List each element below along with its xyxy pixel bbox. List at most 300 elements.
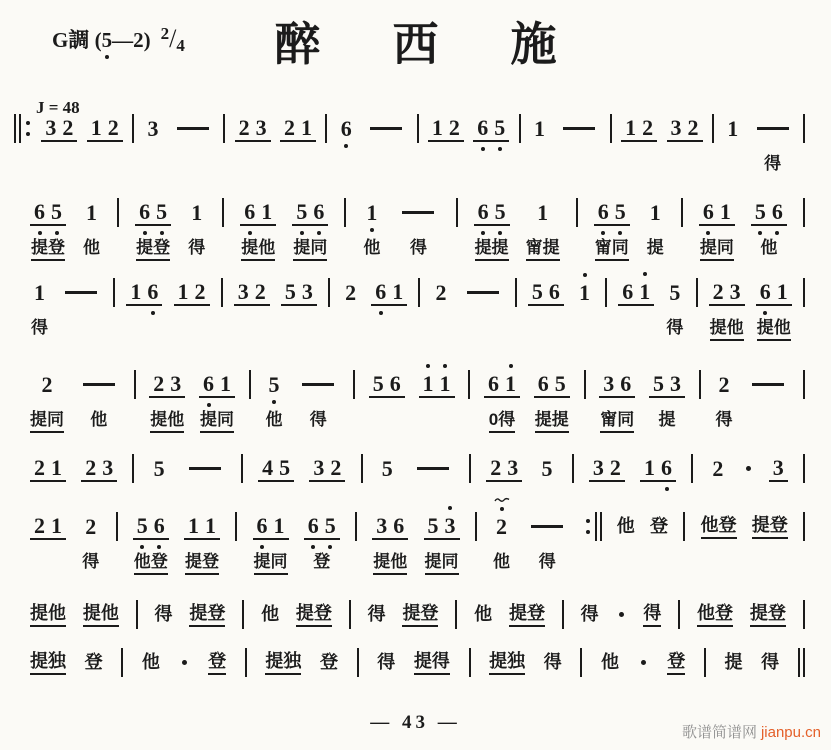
note-row: [87, 112, 123, 144]
note-row: [361, 452, 363, 484]
barline-stroke: [584, 370, 586, 399]
note-row: [528, 276, 564, 308]
note: [617, 371, 634, 396]
note-group: [667, 112, 703, 144]
note-group: [594, 196, 630, 261]
note: [42, 115, 59, 140]
note-row: [456, 196, 458, 228]
syllable-text: 登: [84, 652, 103, 672]
note: [105, 115, 122, 140]
dot-shape: [641, 660, 646, 665]
note-row: [646, 196, 665, 228]
syllable-text: 他: [141, 652, 160, 672]
barline: [704, 646, 706, 678]
note-group: [715, 368, 734, 431]
low-octave-dot: [481, 147, 485, 151]
note: [502, 371, 519, 396]
percussion-syllable: [85, 646, 103, 678]
note-group: [82, 196, 101, 259]
note-group: [30, 510, 66, 542]
beamed-notes: [646, 200, 665, 225]
beamed-notes: [174, 279, 210, 306]
final-barline: [798, 646, 805, 678]
note-row: [418, 276, 420, 308]
beamed-notes: [30, 513, 66, 540]
note-row: [519, 112, 521, 144]
note: [710, 279, 727, 304]
dot-shape: [746, 466, 751, 471]
note-row: [667, 112, 703, 144]
duration-dash: [747, 368, 789, 400]
dash-stroke: [65, 291, 97, 294]
barline-stroke: [704, 648, 706, 677]
barline-stroke: [562, 600, 564, 629]
note-row: [683, 510, 685, 542]
barline-stroke: [121, 648, 123, 677]
note: [235, 279, 252, 304]
note: [534, 200, 551, 225]
note-digit: 2: [254, 278, 266, 304]
music-line: [30, 452, 805, 484]
note-row: [665, 276, 684, 308]
note-row: [199, 368, 235, 400]
note-digit: 2: [687, 114, 699, 140]
note-row: [489, 646, 525, 678]
note: [338, 116, 355, 141]
note-digit: 5: [136, 512, 148, 538]
beamed-notes: [135, 199, 171, 226]
note: [202, 513, 219, 538]
barline-stroke: [691, 454, 693, 483]
beamed-notes: [280, 115, 316, 142]
lyric: 他: [363, 238, 381, 257]
note-row: [696, 276, 698, 308]
note: [576, 280, 593, 305]
note-digit: 6: [537, 370, 549, 396]
note-row: [357, 646, 359, 678]
barline: [222, 196, 224, 228]
barline-stroke: [803, 114, 805, 143]
note-row: [640, 452, 676, 484]
note-digit: 1: [537, 199, 549, 225]
note-digit: 1: [261, 198, 273, 224]
dash-stroke: [177, 127, 209, 130]
barline: [468, 368, 470, 400]
lyric: 他登: [134, 551, 168, 575]
note-digit: 2: [435, 279, 447, 305]
note: [370, 371, 387, 396]
syllable-text: 得: [543, 652, 562, 672]
note-group: [530, 112, 549, 144]
note: [666, 280, 683, 305]
note-digit: 5: [554, 370, 566, 396]
note-digit: 1: [422, 370, 434, 396]
note-row: [253, 510, 289, 542]
beamed-notes: [199, 371, 235, 398]
barline-stroke: [355, 512, 357, 541]
note-digit: 5: [494, 114, 506, 140]
barline: [803, 196, 805, 228]
note-group: [199, 368, 235, 433]
barline: [469, 452, 471, 484]
note-row: [643, 598, 661, 630]
note-digit: 3: [237, 278, 249, 304]
note-row: [584, 510, 602, 542]
beamed-notes: [484, 371, 520, 398]
note: [546, 279, 563, 304]
note-group: [534, 368, 570, 433]
low-octave-dot: [300, 231, 304, 235]
beamed-notes: [640, 455, 676, 482]
note-row: [484, 368, 520, 400]
note: [310, 455, 327, 480]
note-row: [134, 368, 136, 400]
dash-stroke: [370, 127, 402, 130]
beamed-notes: [751, 199, 787, 226]
low-octave-dot: [498, 147, 502, 151]
barline-stroke: [605, 278, 607, 307]
note-row: [304, 510, 340, 542]
note-row: [725, 646, 743, 678]
beamed-notes: [709, 279, 745, 306]
beamed-notes: [38, 372, 57, 397]
barline: [803, 276, 805, 308]
note: [429, 115, 446, 140]
note: [709, 456, 726, 481]
percussion-syllable: [617, 510, 635, 542]
note-row: [30, 276, 49, 308]
note-group: [378, 452, 397, 484]
barline-stroke: [610, 114, 612, 143]
lyric: 0得: [489, 409, 515, 433]
syllable-text: 提登: [752, 513, 788, 539]
barline-stroke: [223, 114, 225, 143]
percussion-syllable: [189, 598, 225, 630]
note-row: [320, 646, 338, 678]
note-digit: 6: [597, 198, 609, 224]
note-row: [701, 510, 737, 542]
note-row: [234, 276, 270, 308]
barline-stroke: [325, 114, 327, 143]
note-digit: 5: [51, 198, 62, 224]
note-row: [419, 368, 455, 400]
barline-stroke: [116, 512, 118, 541]
note: [217, 371, 234, 396]
repeat-dots: [26, 121, 30, 136]
music-line: [30, 598, 805, 630]
note-group: [265, 368, 284, 431]
barline: [121, 646, 123, 678]
note-row: [414, 646, 450, 678]
note: [372, 279, 389, 304]
syllable-text: 登: [320, 652, 338, 672]
beamed-notes: [234, 279, 270, 306]
barline-stroke: [600, 512, 602, 541]
note-digit: 5: [381, 455, 393, 481]
note-row: [709, 276, 745, 308]
beamed-notes: [575, 280, 594, 305]
barline-stroke: [803, 600, 805, 629]
note-digit: 4: [262, 454, 274, 480]
note-row: [462, 276, 504, 308]
lyric: 提他: [710, 317, 744, 341]
note-group: [149, 368, 185, 433]
note-row: [803, 510, 805, 542]
dash-stroke: [467, 291, 499, 294]
note: [590, 455, 607, 480]
note-row: [509, 598, 545, 630]
note-row: [428, 112, 464, 144]
barline-stroke: [468, 370, 470, 399]
note-digit: 5: [494, 198, 506, 224]
dash-stroke: [752, 383, 784, 386]
syllable-text: 得: [643, 601, 661, 627]
meter-slash: /: [169, 24, 177, 53]
low-octave-dot: [317, 231, 321, 235]
note-row: [245, 646, 247, 678]
key-suffix: —2): [112, 28, 151, 52]
dash-stroke: [83, 383, 115, 386]
beamed-notes: [265, 372, 284, 397]
beamed-notes: [533, 200, 552, 225]
note-digit: 3: [301, 278, 313, 304]
note-digit: 5: [296, 198, 308, 224]
lyric: 提他: [150, 409, 184, 433]
note-row: [184, 510, 220, 542]
note: [612, 199, 629, 224]
note-row: [492, 510, 511, 542]
note-group: [30, 196, 66, 261]
note: [639, 115, 656, 140]
barline: [132, 452, 134, 484]
note-row: [752, 112, 794, 144]
note-row: [534, 368, 570, 400]
barline: [803, 112, 805, 144]
note-row: [751, 196, 787, 228]
note: [254, 513, 271, 538]
note: [667, 371, 684, 396]
note-row: [81, 510, 100, 542]
lyric: 提同: [254, 551, 288, 575]
lyric: 得: [764, 154, 782, 173]
barline-stroke: [117, 198, 119, 227]
note-digit: 5: [268, 371, 280, 397]
barline: [325, 112, 327, 144]
note-row: [562, 598, 564, 630]
note: [363, 200, 380, 225]
note-row: [515, 276, 517, 308]
note-row: [699, 368, 701, 400]
note-row: [761, 646, 779, 678]
duration-dash: [365, 112, 407, 144]
percussion-syllable: [701, 510, 737, 542]
note-digit: 6: [340, 115, 352, 141]
percussion-syllable: [368, 598, 386, 630]
syllable-text: 提登: [509, 601, 545, 627]
percussion-syllable: [509, 598, 545, 630]
lyric: 提登: [31, 237, 65, 261]
note-group: [486, 452, 522, 484]
barline-stroke: [572, 454, 574, 483]
note-row: [610, 112, 612, 144]
note: [192, 279, 209, 304]
beamed-notes: [281, 279, 317, 306]
note-group: [30, 368, 64, 433]
note-row: [617, 510, 635, 542]
note: [552, 371, 569, 396]
note-digit: 2: [718, 371, 730, 397]
note-row: [121, 646, 123, 678]
barline: [134, 368, 136, 400]
barline: [681, 196, 683, 228]
note-digit: 6: [771, 198, 783, 224]
note-digit: 6: [548, 278, 560, 304]
note-row: [292, 196, 328, 228]
beamed-notes: [81, 455, 117, 482]
note-row: [240, 196, 276, 228]
beamed-notes: [699, 199, 735, 226]
note: [600, 371, 617, 396]
note: [88, 115, 105, 140]
lyric: 提: [658, 410, 676, 429]
note-digit: 2: [496, 513, 507, 539]
note: [127, 279, 144, 304]
barline-stroke: [245, 648, 247, 677]
note-row: [242, 598, 244, 630]
note-row: [189, 598, 225, 630]
beamed-notes: [258, 455, 294, 482]
duration-dash: [184, 452, 226, 484]
note-group: [81, 510, 100, 573]
beamed-notes: [708, 456, 727, 481]
note-group: [526, 196, 560, 261]
note: [200, 371, 217, 396]
note-row: [469, 646, 471, 678]
note-digit: 5: [324, 512, 336, 538]
beamed-notes: [30, 280, 49, 305]
note-row: [135, 196, 171, 228]
note-group: [135, 196, 171, 261]
note: [491, 115, 508, 140]
note-digit: 1: [431, 114, 443, 140]
barline-stroke: [132, 454, 134, 483]
percussion-syllable: [142, 646, 160, 678]
note: [253, 115, 270, 140]
syllable-text: 提独: [30, 649, 66, 675]
barline: [519, 112, 521, 144]
watermark-link[interactable]: jianpu.cn: [760, 724, 821, 741]
syllable-text: 提登: [402, 601, 438, 627]
note-row: [325, 112, 327, 144]
note-digit: 6: [759, 278, 771, 304]
note: [151, 513, 168, 538]
note-row: [30, 196, 66, 228]
note-row: [362, 196, 381, 228]
trill-mark: [494, 496, 510, 503]
barline-stroke: [595, 512, 597, 541]
note-digit: 1: [366, 199, 378, 225]
lyric: 登: [313, 552, 331, 571]
note-digit: 3: [444, 512, 456, 538]
low-octave-dot: [370, 228, 374, 232]
lyric: 提他: [757, 317, 791, 341]
note: [236, 115, 253, 140]
dash-stroke: [531, 525, 563, 528]
note: [322, 513, 339, 538]
note-row: [179, 646, 190, 678]
note-group: [309, 452, 345, 484]
note-digit: 3: [592, 454, 604, 480]
barline-stroke: [803, 278, 805, 307]
note-group: [699, 196, 735, 261]
duration-dash: [60, 276, 102, 308]
note-group: [649, 368, 685, 431]
note-row: [589, 452, 625, 484]
note-digit: 5: [614, 198, 626, 224]
end-repeat-sign: [584, 510, 602, 542]
low-octave-dot: [601, 231, 605, 235]
note-group: [473, 112, 509, 144]
barline: [249, 368, 251, 400]
high-octave-dot: [643, 272, 647, 276]
beamed-notes: [292, 199, 328, 226]
dash-stroke: [417, 467, 449, 470]
note-digit: 2: [62, 114, 74, 140]
note: [327, 455, 344, 480]
note-row: [30, 452, 66, 484]
note-row: [756, 276, 792, 308]
note-group: [30, 452, 66, 484]
music-line: [30, 368, 805, 433]
syllable-text: 他: [474, 604, 493, 624]
beamed-notes: [473, 115, 509, 142]
note-row: [605, 276, 607, 308]
barline: [241, 452, 243, 484]
note-row: [30, 510, 66, 542]
note-group: [492, 510, 511, 573]
note-row: [41, 112, 77, 144]
beamed-notes: [87, 115, 123, 142]
lyric: 得: [188, 238, 206, 257]
note-row: [678, 598, 680, 630]
percussion-syllable: [208, 646, 226, 678]
barline: [803, 598, 805, 630]
lyric: 提他: [241, 237, 275, 261]
note-group: [769, 452, 788, 484]
note-row: [132, 112, 134, 144]
barline: [576, 196, 578, 228]
lyric: 甯同: [595, 237, 629, 261]
percussion-syllable: [320, 646, 338, 678]
note-row: [750, 598, 786, 630]
note-group: [30, 276, 49, 339]
note-digit: 1: [51, 454, 62, 480]
note-row: [249, 368, 251, 400]
note-group: [187, 196, 206, 259]
note-group: [234, 276, 270, 308]
note-row: [83, 598, 119, 630]
high-octave-dot: [448, 506, 452, 510]
note: [293, 199, 310, 224]
barline: [353, 368, 355, 400]
note-row: [699, 196, 735, 228]
note-group: [756, 276, 792, 341]
note-group: [621, 112, 657, 144]
note-digit: 6: [244, 198, 256, 224]
barline-stroke: [803, 454, 805, 483]
note: [150, 371, 167, 396]
note-group: [258, 452, 294, 484]
